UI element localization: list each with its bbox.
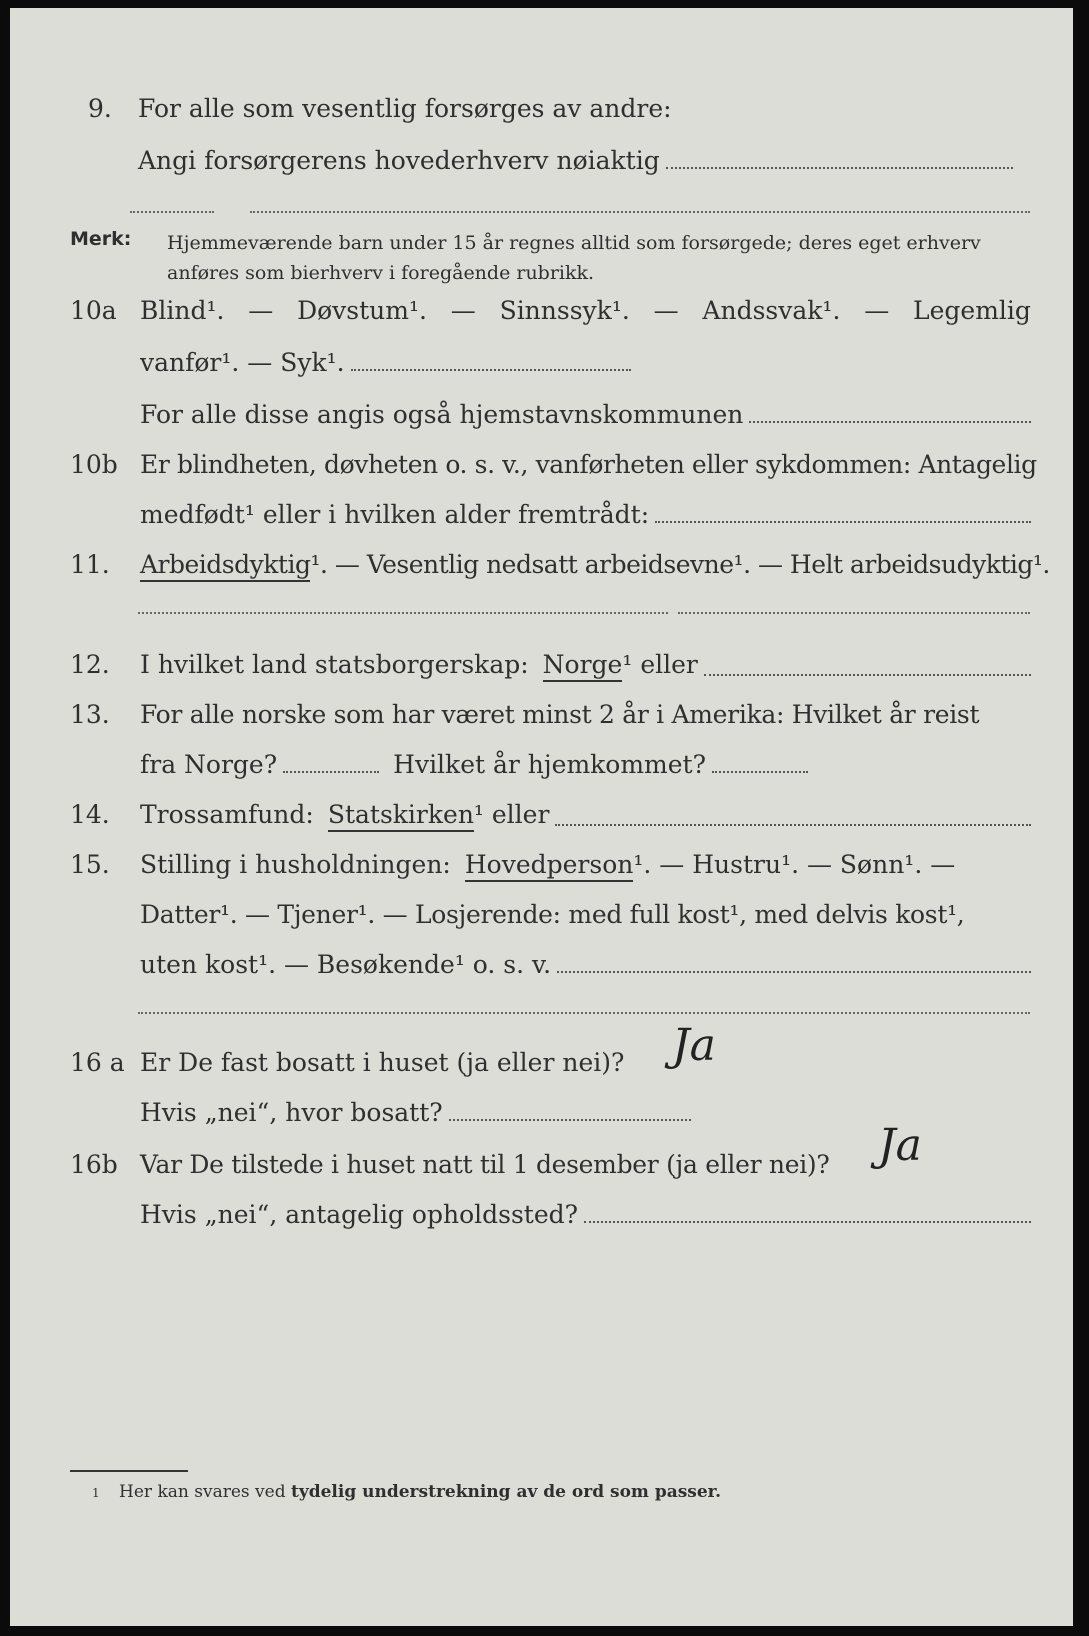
q10a-option[interactable]: Døvstum¹.	[297, 296, 427, 325]
q10a-kommune-field[interactable]	[749, 421, 1031, 423]
q12-text: I hvilket land statsborgerskap:	[140, 650, 529, 679]
footnote	[92, 1482, 721, 1502]
q16a-number: 16 a	[70, 1048, 125, 1077]
q13-text1: For alle norske som har været minst 2 år i Amerika: Hvilket år reist	[140, 700, 980, 729]
q15-number: 15.	[70, 850, 110, 879]
q16a-text1: Er De fast bosatt i huset (ja eller nei)?	[140, 1048, 625, 1077]
q12-answer-field[interactable]	[704, 674, 1031, 676]
divider	[138, 1012, 1030, 1014]
divider	[250, 211, 1030, 213]
q13-text2b: Hvilket år hjemkommet?	[393, 750, 707, 779]
q13-line1	[70, 700, 1031, 740]
merk-label: Merk:	[70, 228, 132, 250]
q11-selected-option[interactable]: Arbeidsdyktig	[140, 550, 310, 582]
census-form-page	[10, 8, 1073, 1626]
q10b-text2: medfødt¹ eller i hvilken alder fremtrådt:	[140, 500, 650, 529]
q10a-option[interactable]: Legemlig	[913, 296, 1031, 325]
divider	[130, 211, 214, 213]
q10b-text1: Er blindheten, døvheten o. s. v., vanførheten eller sykdommen: Antagelig	[140, 450, 1037, 479]
footnote-rule	[70, 1470, 188, 1472]
q16a-text2: Hvis „nei“, hvor bosatt?	[140, 1098, 443, 1127]
q15-text3: uten kost¹. — Besøkende¹ o. s. v.	[140, 950, 552, 979]
q14-answer-field[interactable]	[555, 824, 1031, 826]
q10a-option[interactable]: Sinnssyk¹.	[499, 296, 630, 325]
q9-line2	[70, 146, 1031, 186]
q15-text: Stilling i husholdningen:	[140, 850, 451, 879]
footnote-bold-text: tydelig understrekning av de ord som passer.	[290, 1482, 721, 1502]
q10a-answer-field[interactable]	[351, 369, 631, 371]
q16b-text1: Var De tilstede i huset natt til 1 desember (ja eller nei)?	[140, 1150, 830, 1179]
q15-line3	[70, 950, 1031, 990]
footnote-text: Her kan svares ved	[119, 1482, 286, 1502]
q10a-text3: For alle disse angis også hjemstavnskommunen	[140, 400, 744, 429]
q9-line1	[70, 94, 1031, 134]
q13-hjemkommet-field[interactable]	[712, 771, 808, 773]
q16b-line2	[70, 1200, 1031, 1240]
q15-text2: Datter¹. — Tjener¹. — Losjerende: med full kost¹, med delvis kost¹,	[140, 900, 965, 929]
q10a-dash: —	[864, 296, 890, 325]
q10a-text2: vanfør¹. — Syk¹.	[140, 348, 345, 377]
q15-line2	[70, 900, 1031, 940]
divider	[678, 612, 1030, 614]
q9-number: 9.	[88, 94, 112, 123]
q14-line	[70, 800, 1031, 840]
q16a-handwritten-answer[interactable]: Ja	[672, 1020, 716, 1071]
q10b-line1	[70, 450, 1037, 490]
q12-number: 12.	[70, 650, 110, 679]
q9-answer-field[interactable]	[666, 167, 1013, 169]
q10a-dash: —	[653, 296, 679, 325]
q15-answer-field[interactable]	[557, 971, 1031, 973]
footnote-mark: 1	[92, 1486, 100, 1500]
merk-line2: anføres som bierhverv i foregående rubrikk.	[167, 262, 595, 284]
q13-number: 13.	[70, 700, 110, 729]
q10a-option[interactable]: Andssvak¹.	[702, 296, 841, 325]
merk-line1: Hjemmeværende barn under 15 år regnes alltid som forsørgede; deres eget erhverv	[167, 232, 981, 254]
q13-text2a: fra Norge?	[140, 750, 278, 779]
q10a-line2	[70, 348, 1031, 388]
q14-number: 14.	[70, 800, 110, 829]
q16b-answer-field[interactable]	[584, 1221, 1031, 1223]
q13-line2	[70, 750, 1031, 790]
q15-line1	[70, 850, 1031, 890]
q10b-answer-field[interactable]	[655, 521, 1031, 523]
q9-text: For alle som vesentlig forsørges av andre:	[138, 94, 672, 123]
q11-line	[70, 550, 1050, 590]
q16b-number: 16b	[70, 1150, 118, 1179]
q11-number: 11.	[70, 550, 110, 579]
q10a-dash: —	[248, 296, 274, 325]
q16a-line1	[70, 1048, 1031, 1088]
q16a-answer-field[interactable]	[449, 1119, 691, 1121]
q12-selected-option[interactable]: Norge	[543, 650, 623, 682]
q11-rest: ¹. — Vesentlig nedsatt arbeidsevne¹. — Helt arbeidsudyktig¹.	[310, 550, 1050, 579]
q10a-number: 10a	[70, 296, 117, 325]
q16b-handwritten-answer[interactable]: Ja	[878, 1120, 922, 1171]
q12-post: ¹ eller	[622, 650, 698, 679]
q10a-dash: —	[450, 296, 476, 325]
divider	[138, 612, 668, 614]
q14-selected-option[interactable]: Statskirken	[328, 800, 474, 832]
q10a-line1	[70, 296, 1031, 336]
q14-text: Trossamfund:	[140, 800, 314, 829]
q16b-text2: Hvis „nei“, antagelig opholdssted?	[140, 1200, 579, 1229]
q14-post: ¹ eller	[473, 800, 550, 829]
q9-question: Angi forsørgerens hovederhverv nøiaktig	[138, 146, 660, 175]
q13-reist-field[interactable]	[283, 771, 379, 773]
q15-post: ¹. — Hustru¹. — Sønn¹. —	[633, 850, 956, 879]
q10a-line3	[70, 400, 1031, 440]
q10a-option[interactable]: Blind¹.	[140, 296, 225, 325]
q12-line	[70, 650, 1031, 690]
q10b-line2	[70, 500, 1031, 540]
q10a-options	[140, 296, 1031, 325]
q15-selected-option[interactable]: Hovedperson	[465, 850, 634, 882]
q10b-number: 10b	[70, 450, 118, 479]
